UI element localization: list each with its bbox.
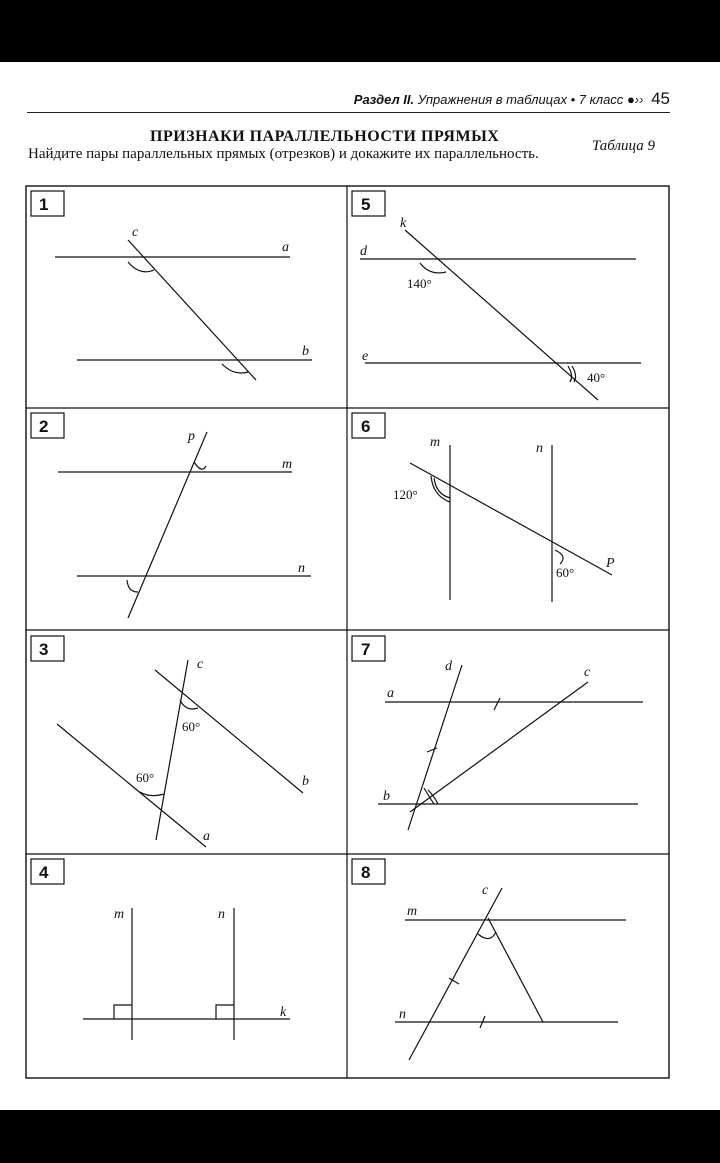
figure-4 <box>83 908 290 1040</box>
cell-number: 2 <box>39 417 49 436</box>
line-label: k <box>280 1005 287 1020</box>
angle-label: 40° <box>587 370 606 385</box>
angle-label: 60° <box>136 770 155 785</box>
line-label: c <box>482 883 489 898</box>
figure-7 <box>378 665 643 830</box>
line-label: n <box>298 561 305 576</box>
line-label: c <box>132 225 139 240</box>
figure-1 <box>55 240 312 380</box>
line-label: n <box>399 1007 406 1022</box>
line-label: e <box>362 349 369 364</box>
figure-8 <box>395 888 626 1060</box>
cell-number: 7 <box>361 640 371 659</box>
line-label: m <box>114 907 125 922</box>
line-label: b <box>302 774 309 789</box>
cell-number: 3 <box>39 640 49 659</box>
figure-2 <box>58 432 311 618</box>
line-label: m <box>407 904 418 919</box>
line-label: a <box>203 829 210 844</box>
line-label: n <box>218 907 225 922</box>
angle-label: 60° <box>182 719 201 734</box>
cell-number: 5 <box>361 195 371 214</box>
line-label: k <box>400 216 407 231</box>
line-label: d <box>445 659 452 674</box>
line-label: a <box>387 686 394 701</box>
instruction-text: Найдите пары параллельных прямых (отрезков) и докажите их параллельность. <box>28 146 539 162</box>
section-subtitle: Упражнения в таблицах • 7 класс <box>417 92 624 107</box>
line-label: c <box>197 657 204 672</box>
page-title: ПРИЗНАКИ ПАРАЛЛЕЛЬНОСТИ ПРЯМЫХ <box>150 128 500 145</box>
angle-label: 120° <box>393 487 418 502</box>
line-label: b <box>302 344 309 359</box>
cell-number: 1 <box>39 195 49 214</box>
angle-label: 60° <box>556 565 575 580</box>
page-number: 45 <box>651 89 670 108</box>
cell-number: 4 <box>39 863 49 882</box>
cell-number: 8 <box>361 863 371 882</box>
angle-label: 140° <box>407 276 432 291</box>
line-label: m <box>430 435 441 450</box>
line-label: a <box>282 240 289 255</box>
line-label: b <box>383 789 390 804</box>
section-label: Раздел II. <box>353 92 415 107</box>
figure-6 <box>410 445 612 602</box>
table-label: Таблица 9 <box>592 138 655 154</box>
line-label: n <box>536 441 543 456</box>
bottom-black-bar <box>0 1110 720 1163</box>
line-label: m <box>282 457 293 472</box>
cell-number: 6 <box>361 417 371 436</box>
line-label: p <box>188 429 195 444</box>
line-label: c <box>584 665 591 680</box>
line-label: d <box>360 244 367 259</box>
bullet-icon: ●›› <box>626 92 644 107</box>
figure-3 <box>57 660 303 847</box>
line-label: P <box>606 556 615 571</box>
